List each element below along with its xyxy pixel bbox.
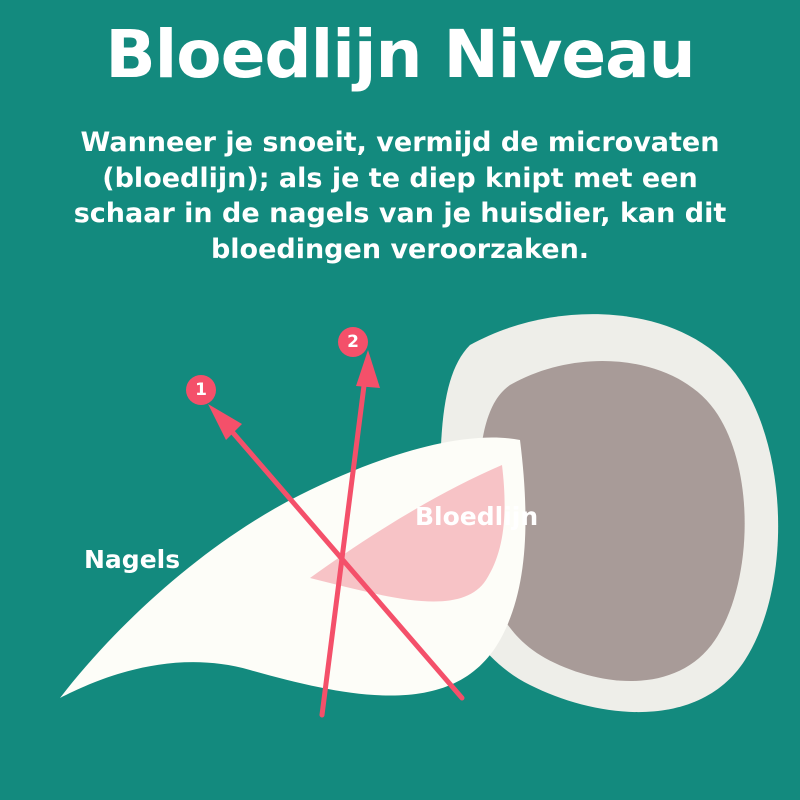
nail-label: Nagels	[84, 545, 181, 574]
marker-badge-2: 2	[338, 327, 368, 357]
marker-badge-1: 1	[186, 375, 216, 405]
page-subtitle: Wanneer je snoeit, vermijd de microvaten (bloedlijn); als je te diep knipt met een schaar in de nagels van je huisdier, kan dit bloedingen veroorzaken.	[73, 127, 727, 265]
page-title: Bloedlijn Niveau	[105, 16, 695, 93]
quick-label: Bloedlijn	[415, 502, 539, 531]
